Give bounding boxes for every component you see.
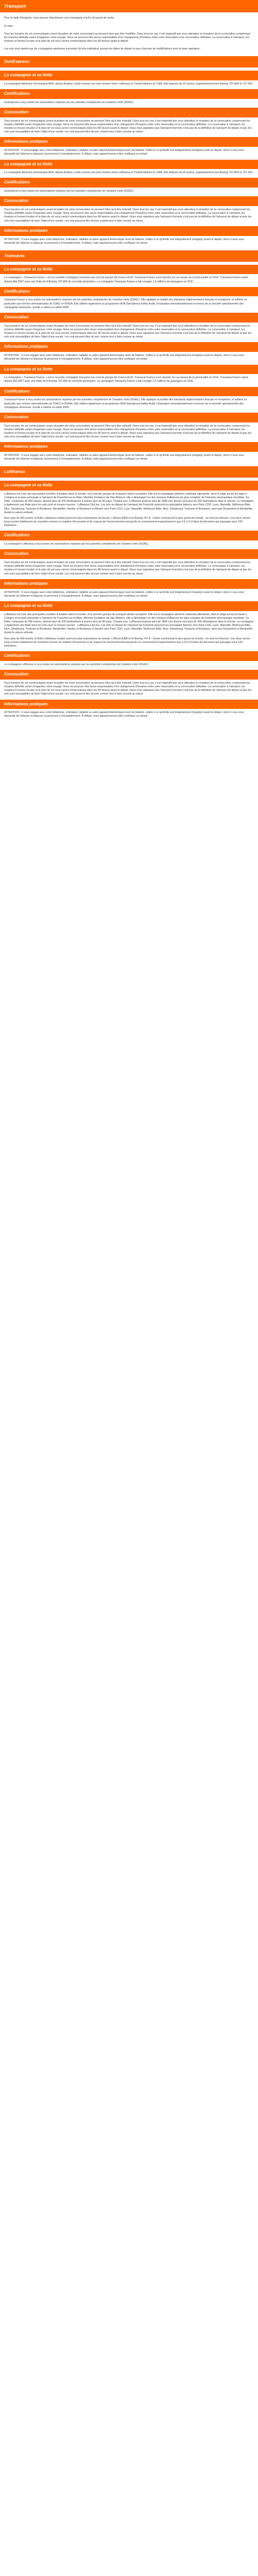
intro-paragraph: Tous les horaires de vol communiqués avant réception de votre convocation au peuvent faire que être modifiés. Dans tous les cas, il est impératif que vous attendiez la réception de la convocation comprenant les horaires définitifs avant d'organiser votre voyage. Nous ne pouvons être tenus responsables d'un changement d'horaires entre votre réservation et la convocation définitive. La convocation à l'aéroport, les horaires et heures locales et le plan de vol vous seront communiqués dans les 48 heures avant le départ. bbox=[4, 32, 250, 43]
subsection-text: La compagnie Lufthansa a reçu toutes les autorisations requises par les autorités compétentes de l'aviation civile (DGAC). bbox=[4, 543, 149, 546]
intro-paragraph: À noter : bbox=[4, 24, 14, 28]
subsection-text: La compagnie « Transavia France » est la nouvelle compagnie française low-cost du groupe Air France-KLM. Transavia France s'est classée 1er au niveau de la ponctualité en 2014. Transavia France opère depuis Mai 2007 avec une flotte de 8 Boeing 737-800 de nouvelle génération. La compagnie Transavia France a fait voyager 1,6 millions de passagers en 2011. bbox=[4, 276, 249, 283]
subsection-text: Tous horaires de vol communiqués avant réception de votre convocation ne peuvent l'être qu'à titre indicatif. Dans tous les cas, il est impératif que vous attendiez la réception de la convocation comprenant les horaires définitifs avant d'organiser votre voyage. Nous ne pouvons être tenus responsables d'un changement d'horaires entre votre réservation et la convocation définitive. La convocation à l'aéroport, les horaires et heures locales et le plan de vol vous seront communiqués dans les 48 heures avant le départ. Nous vous signalons que l'aéroport d'arrivée n'est pas de la définitive de l'aéroport de départ et que les vols sont susceptibles de faire l'objet d'une escale. Les vols peuvent être de jour comme tout à faire comme au retour. bbox=[4, 561, 252, 575]
subsection-title: Certifications bbox=[0, 89, 258, 99]
subsection-text: SunExpress a reçu toutes les autorisations requises par les autorités compétentes de l'aviation civile (DGAC). bbox=[4, 190, 134, 193]
subsection-title: Certifications bbox=[0, 178, 258, 188]
subsection-text: ATTENTION : Il vous engage avec votre téléphone, ordinateur, tablette ou autre appareil électronique muni de batterie, veillez à ce qu'il/elle soit intégralement chargé(e) avant le départ, sinon il vous sera demandé de l'allumer et disposer la personne à l'enregistrement. À défaut, votre appareil pourra être confisqué ou refusé. bbox=[4, 454, 244, 461]
intro bbox=[0, 16, 258, 51]
subsection-text: La compagnie Aérienne Germanique AFR, depuis Antalya, créée comme une joint venture entre Lufthansa et Turkish Airlines en 1989. Elle dispose de 25 avions, majoritairement des Boeing 737-800 et 737-200. bbox=[4, 82, 253, 86]
intro-paragraph: Pour la dalle Pierrigrisk, vous pouvez sélectionner une compagnie à la fin du tunnel de vente. bbox=[4, 16, 115, 20]
subsection-title: Convocation bbox=[0, 670, 258, 680]
subsection-text: Transavia France a reçu toutes les autorisations requises par les autorités compétentes de l'aviation civile (DGAC). Elle applique la totalité des standards réglementaires français et européens, et adhère en particulier aux normes internationales de l'OACI et l'EASA. Elle adhère également au programme IATA Operational Safety Audit, l'évaluation internationalement reconnue de la sécurité opérationnelle des compagnies aériennes, qu'elle a obtenu en juillet 2009. bbox=[4, 298, 247, 309]
subsection-text: Lufthansa est l'une des principales sociétés d'aviation dans le monde, et le premier groupe du transport aérien européen. Elle est la compagnie aérienne nationale allemande, dont le siège social est basé à Cologne et la base principale à l'aéroport de Francfort-sur-le-Main. Membre fondateur de Star Alliance, elle a développé l'un des réseaux d'alliances les plus complets de l'industrie aéronautique mondiale. Sa flotte, composée de 400 avions, dessert plus de 200 destinations à travers plus de 80 pays. Chaque jour, Lufthansa propose plus de 1800 vols directs vers plus de 200 destinations dans le monde. La compagnie a également une filiale pour les vols court et moyen-courrier : Lufthansa CityLine. Les vols au départ de l'aéroport de Francfort assurent les principales liaisons vers Paris CDG, Lyon, Marseille, Mulhouse-Bâle, Nice, Strasbourg, Toulouse et Bordeaux, Montpellier, Nantes et Bordeaux et Munich vers Paris CDG, Lyon, Marseille, Mulhouse-Bâle, Nice, Strasbourg, Toulouse et Bordeaux, ainsi que Dusseldorf et Montpellier durant la saison estivale. bbox=[4, 613, 254, 635]
subsection-text: La compagnie « Transavia France » est la nouvelle compagnie française low-cost du groupe Air France-KLM. Transavia France s'est classée 1er au niveau de la ponctualité en 2014. Transavia France opère depuis Mai 2007 avec une flotte de 8 Boeing 737-800 de nouvelle génération. La compagnie Transavia France a fait voyager 1,6 millions de passagers en 2011. bbox=[4, 376, 249, 383]
subsection-title: La compagnie et sa flotte bbox=[0, 365, 258, 375]
subsection-title: Convocation bbox=[0, 549, 258, 559]
subsection-text: Avec plus de 400 avions, la flotte Lufthansa compte parmi les plus importantes du monde. L'Airbus A380 et le Boeing 747-8 - l'avion commercial le plus grand du monde - en sont les fleurons. Ces deux avions long-courrier établissent de nouvelles normes en matière d'économie et de respect de l'environnement puisqu'ils ne consomment respectivement que 2,9 et 3,5 litres de kérosène par passager pour 100 kilomètres. bbox=[4, 637, 250, 648]
airline-section-title: Transavia bbox=[0, 250, 258, 262]
subsection-text: La compagnie Aérienne Germanique AFR, depuis Antalya, créée comme une joint venture entre Lufthansa et Turkish Airlines en 1989. Elle dispose de 25 avions, majoritairement des Boeing 737-800 et 737-200. bbox=[4, 171, 253, 175]
page-title: Transport bbox=[0, 0, 258, 12]
subsection-title: Certifications bbox=[0, 531, 258, 540]
subsection-title: Informations pratiques bbox=[0, 226, 258, 236]
subsection-text: ATTENTION : Il vous engage avec votre téléphone, ordinateur, tablette ou autre appareil électronique muni de batterie, veillez à ce qu'il/elle soit intégralement chargé(e) avant le départ, sinon il vous sera demandé de l'allumer et disposer la personne à l'enregistrement. À défaut, votre appareil pourra être confisqué ou refusé. bbox=[4, 590, 244, 598]
subsection-title: Convocation bbox=[0, 413, 258, 422]
subsection-title: Certifications bbox=[0, 287, 258, 297]
subsection-title: Convocation bbox=[0, 196, 258, 206]
airline-section bbox=[0, 601, 258, 719]
subsection-title: Certifications bbox=[0, 387, 258, 397]
airline-sections bbox=[0, 56, 258, 718]
subsection-text: ATTENTION : Il vous engage avec votre téléphone, ordinateur, tablette ou autre appareil électronique muni de batterie, veillez à ce qu'il/elle soit intégralement chargé(e) avant le départ, sinon il vous sera demandé de l'allumer et disposer la personne à l'enregistrement. À défaut, votre appareil pourra être confisqué ou refusé. bbox=[4, 149, 244, 156]
subsection-title: La compagnie et sa flotte bbox=[0, 481, 258, 490]
subsection-text: Tous horaires de vol communiqués avant réception de votre convocation ne peuvent l'être qu'à titre indicatif. Dans tous les cas, il est impératif que vous attendiez la réception de la convocation comprenant les horaires définitifs avant d'organiser votre voyage. Nous ne pouvons être tenus responsables d'un changement d'horaires entre votre réservation et la convocation définitive. La convocation à l'aéroport, les horaires et heures locales et le plan de vol vous seront communiqués dans les 48 heures avant le départ. Nous vous signalons que l'aéroport d'arrivée n'est pas de la définitive de l'aéroport de départ et que les vols sont susceptibles de faire l'objet d'une escale. Les vols peuvent être de jour comme tout à faire comme au retour. bbox=[4, 324, 252, 339]
airline-section bbox=[0, 365, 258, 462]
airline-section bbox=[0, 466, 258, 598]
subsection-text: Tous horaires de vol communiqués avant réception de votre convocation ne peuvent l'être qu'à titre indicatif. Dans tous les cas, il est impératif que vous attendiez la réception de la convocation comprenant les horaires définitifs avant d'organiser votre voyage. Nous ne pouvons être tenus responsables d'un changement d'horaires entre votre réservation et la convocation définitive. La convocation à l'aéroport, les horaires et heures locales et le plan de vol vous seront communiqués dans les 48 heures avant le départ. Nous vous signalons que l'aéroport d'arrivée n'est pas de la définitive de l'aéroport de départ et que les vols sont susceptibles de faire l'objet d'une escale. Les vols peuvent être de jour comme tout à faire comme au retour. bbox=[4, 681, 252, 696]
subsection-text: Tous horaires de vol communiqués avant réception de votre convocation ne peuvent l'être qu'à titre indicatif. Dans tous les cas, il est impératif que vous attendiez la réception de la convocation comprenant les horaires définitifs avant d'organiser votre voyage. Nous ne pouvons être tenus responsables d'un changement d'horaires entre votre réservation et la convocation définitive. La convocation à l'aéroport, les horaires et heures locales et le plan de vol vous seront communiqués dans les 48 heures avant le départ. Nous vous signalons que l'aéroport d'arrivée n'est pas de la définitive de l'aéroport de départ et que les vols sont susceptibles de faire l'objet d'une escale. Les vols peuvent être de jour comme tout à faire comme au retour. bbox=[4, 208, 252, 223]
subsection-title: Convocation bbox=[0, 108, 258, 117]
subsection-title: Certifications bbox=[0, 651, 258, 661]
subsection-title: La compagnie et sa flotte bbox=[0, 71, 258, 80]
subsection-text: Transavia France a reçu toutes les autorisations requises par les autorités compétentes de l'aviation civile (DGAC). Elle applique la totalité des standards réglementaires français et européens, et adhère en particulier aux normes internationales de l'OACI et l'EASA. Elle adhère également au programme IATA Operational Safety Audit, l'évaluation internationalement reconnue de la sécurité opérationnelle des compagnies aériennes, qu'elle a obtenu en juillet 2009. bbox=[4, 398, 247, 409]
subsection-title: Informations pratiques bbox=[0, 442, 258, 452]
subsection-text: SunExpress a reçu toutes les autorisations requises par les autorités compétentes de l'aviation civile (DGAC). bbox=[4, 100, 134, 104]
subsection-text: Tous horaires de vol communiqués avant réception de votre convocation ne peuvent l'être qu'à titre indicatif. Dans tous les cas, il est impératif que vous attendiez la réception de la convocation comprenant les horaires définitifs avant d'organiser votre voyage. Nous ne pouvons être tenus responsables d'un changement d'horaires entre votre réservation et la convocation définitive. La convocation à l'aéroport, les horaires et heures locales et le plan de vol vous seront communiqués dans les 48 heures avant le départ. Nous vous signalons que l'aéroport d'arrivée n'est pas de la définitive de l'aéroport de départ et que les vols sont susceptibles de faire l'objet d'une escale. Les vols peuvent être de jour comme tout à faire comme au retour. bbox=[4, 119, 252, 134]
subsection-title: Informations pratiques bbox=[0, 342, 258, 352]
airline-section bbox=[0, 250, 258, 362]
subsection-text: Lufthansa est l'une des principales sociétés d'aviation dans le monde, et le premier groupe du transport aérien européen. Elle est la compagnie aérienne nationale allemande, dont le siège social est basé à Cologne et la base principale à l'aéroport de Francfort-sur-le-Main. Membre fondateur de Star Alliance, elle a développé l'un des réseaux d'alliances les plus complets de l'industrie aéronautique mondiale. Sa flotte, composée de 400 avions, dessert plus de 200 destinations à travers plus de 80 pays. Chaque jour, Lufthansa propose plus de 1800 vols directs vers plus de 200 destinations dans le monde. La compagnie a également une filiale pour les vols court et moyen-courrier : Lufthansa CityLine. Les vols au départ de l'aéroport de Francfort assurent les principales liaisons vers Paris CDG, Lyon, Marseille, Mulhouse-Bâle, Nice, Strasbourg, Toulouse et Bordeaux, Montpellier, Nantes et Bordeaux et Munich vers Paris CDG, Lyon, Marseille, Mulhouse-Bâle, Nice, Strasbourg, Toulouse et Bordeaux, ainsi que Dusseldorf et Montpellier durant la saison estivale. bbox=[4, 492, 254, 514]
subsection-text: ATTENTION : Il vous engage avec votre téléphone, ordinateur, tablette ou autre appareil électronique muni de batterie, veillez à ce qu'il/elle soit intégralement chargé(e) avant le départ, sinon il vous sera demandé de l'allumer et disposer la personne à l'enregistrement. À défaut, votre appareil pourra être confisqué ou refusé. bbox=[4, 354, 244, 361]
subsection-text: ATTENTION : Il vous engage avec votre téléphone, ordinateur, tablette ou autre appareil électronique muni de batterie, veillez à ce qu'il/elle soit intégralement chargé(e) avant le départ, sinon il vous sera demandé de l'allumer et disposer la personne à l'enregistrement. À défaut, votre appareil pourra être confisqué ou refusé. bbox=[4, 238, 244, 245]
airline-section-title: Lufthansa bbox=[0, 466, 258, 478]
subsection-title: La compagnie et sa flotte bbox=[0, 265, 258, 275]
intro-paragraph: Les vols sont opérés par les compagnies aériennes suivantes (la liste indicative) suivant les dates de départ et pour chacune de modifications pour la base opérateur : bbox=[4, 47, 201, 51]
subsection-text: Avec plus de 400 avions, la flotte Lufthansa compte parmi les plus importantes du monde. L'Airbus A380 et le Boeing 747-8 - l'avion commercial le plus grand du monde - en sont les fleurons. Ces deux avions long-courrier établissent de nouvelles normes en matière d'économie et de respect de l'environnement puisqu'ils ne consomment respectivement que 2,9 et 3,5 litres de kérosène par passager pour 100 kilomètres. bbox=[4, 516, 250, 528]
subsection-title: Informations pratiques bbox=[0, 579, 258, 589]
airline-section bbox=[0, 160, 258, 245]
airline-section bbox=[0, 56, 258, 156]
subsection-text: Tous horaires de vol communiqués avant réception de votre convocation ne peuvent l'être qu'à titre indicatif. Dans tous les cas, il est impératif que vous attendiez la réception de la convocation comprenant les horaires définitifs avant d'organiser votre voyage. Nous ne pouvons être tenus responsables d'un changement d'horaires entre votre réservation et la convocation définitive. La convocation à l'aéroport, les horaires et heures locales et le plan de vol vous seront communiqués dans les 48 heures avant le départ. Nous vous signalons que l'aéroport d'arrivée n'est pas de la définitive de l'aéroport de départ et que les vols sont susceptibles de faire l'objet d'une escale. Les vols peuvent être de jour comme tout à faire comme au retour. bbox=[4, 424, 252, 439]
subsection-text: ATTENTION : Il vous engage avec votre téléphone, ordinateur, tablette ou autre appareil électronique muni de batterie, veillez à ce qu'il/elle soit intégralement chargé(e) avant le départ, sinon il vous sera demandé de l'allumer et disposer la personne à l'enregistrement. À défaut, votre appareil pourra être confisqué ou refusé. bbox=[4, 711, 244, 718]
airline-section-title: SunExpress bbox=[0, 56, 258, 67]
subsection-title: Informations pratiques bbox=[0, 700, 258, 709]
subsection-title: Convocation bbox=[0, 313, 258, 323]
subsection-title: La compagnie et sa flotte bbox=[0, 601, 258, 611]
subsection-title: La compagnie et sa flotte bbox=[0, 160, 258, 170]
subsection-text: La compagnie Lufthansa a reçu toutes les autorisations requises par les autorités compétentes de l'aviation civile (DGAC). bbox=[4, 663, 149, 666]
subsection-title: Informations pratiques bbox=[0, 137, 258, 147]
transport-info-page bbox=[0, 0, 258, 727]
